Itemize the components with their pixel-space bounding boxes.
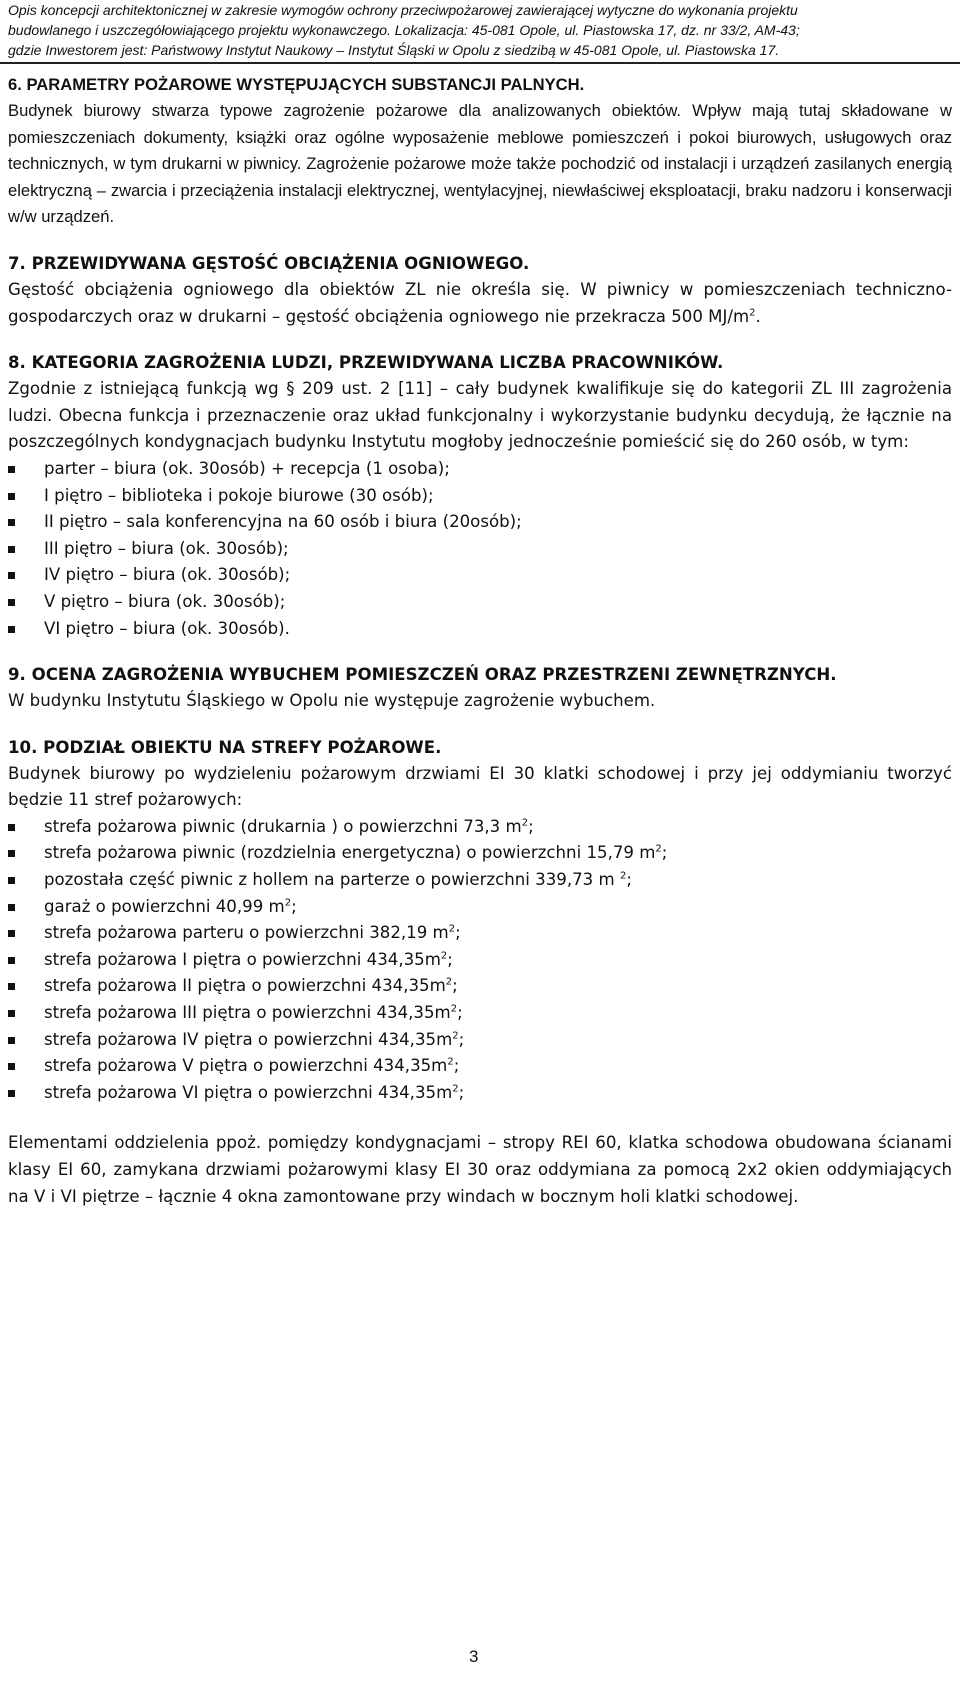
section-9-text: W budynku Instytutu Śląskiego w Opolu nie występuje zagrożenie wybuchem. xyxy=(8,691,656,711)
list-item: strefa pożarowa IV piętra o powierzchni $434,35m^2$; xyxy=(8,1027,952,1054)
bullet-icon xyxy=(8,572,15,579)
bullet-icon xyxy=(8,519,15,526)
bullet-icon xyxy=(8,546,15,553)
section-7-text: Gęstość obciążenia ogniowego dla obiektów ZL nie określa się. W piwnicy w pomieszczeniach techniczno-gospodarczych oraz w drukarni – gęstość obciążenia ogniowego nie przekracza 500 MJ/m xyxy=(8,279,952,326)
bullet-icon xyxy=(8,1037,15,1044)
section-6-heading: 6. PARAMETRY POŻAROWE WYSTĘPUJĄCYCH SUBSTANCJI PALNYCH. xyxy=(8,75,585,94)
list-item: strefa pożarowa V piętra o powierzchni $434,35m^2$; xyxy=(8,1053,952,1080)
list-item: strefa pożarowa VI piętra o powierzchni $434,35m^2$; xyxy=(8,1080,952,1107)
bullet-icon xyxy=(8,1090,15,1097)
list-item: strefa pożarowa II piętra o powierzchni $434,35m^2$; xyxy=(8,973,952,1000)
bullet-icon xyxy=(8,983,15,990)
list-item: V piętro – biura (ok. 30osób); xyxy=(8,589,952,616)
list-item: IV piętro – biura (ok. 30osób); xyxy=(8,562,952,589)
section-10-text: Budynek biurowy po wydzieleniu pożarowym drzwiami EI 30 klatki schodowej i przy jej oddymianiu tworzyć będzie 11 stref pożarowych: xyxy=(8,763,952,810)
section-8-text: Zgodnie z istniejącą funkcją wg § 209 ust. 2 [11] – cały budynek kwalifikuje się do kategorii ZL III zagrożenia ludzi. Obecna funkcja i przeznaczenie oraz układ funkcjonalny i wykorzystanie budynku decydują, że łącznie na poszczególnych kondygnacjach budynku Instytutu mogłoby jednocześnie pomieścić się do 260 osób, w tym: xyxy=(8,379,952,452)
bullet-icon xyxy=(8,1063,15,1070)
section-10-closing: Elementami oddzielenia ppoż. pomiędzy kondygnacjami – stropy REI 60, klatka schodowa obudowana ścianami klasy EI 60, zamykana drzwiami pożarowymi klasy EI 30 oraz oddymiana za pomocą 2x2 okien oddymiających na V i VI piętrze – łącznie 4 okna zamontowane przy windach w bocznym holi klatki schodowej. xyxy=(8,1133,952,1206)
bullet-icon xyxy=(8,493,15,500)
header-line-2: budowlanego i uszczegółowiającego projektu wykonawczego. Lokalizacja: 45-081 Opole, ul. Piastowska 17, dz. nr 33/2, AM-43; xyxy=(8,22,800,38)
section-10-heading: 10. PODZIAŁ OBIEKTU NA STREFY POŻAROWE. xyxy=(8,737,442,757)
section-7-tail: . xyxy=(755,306,761,326)
header-line-3: gdzie Inwestorem jest: Państwowy Instytut Naukowy – Instytut Śląski w Opolu z siedzibą w 45-081 Opole, ul. Piastowska 17. xyxy=(8,42,780,58)
bullet-icon xyxy=(8,824,15,831)
list-item: I piętro – biblioteka i pokoje biurowe (30 osób); xyxy=(8,483,952,510)
bullet-icon xyxy=(8,877,15,884)
page-number: 3 xyxy=(469,1647,479,1666)
section-6-text: Budynek biurowy stwarza typowe zagrożenie pożarowe dla analizowanych obiektów. Wpływ mają tutaj składowane w pomieszczeniach dokumenty, książki oraz ogólne wyposażenie meblowe pomieszczeń i pokoi biurowych, usługowych oraz technicznych, w tym drukarni w piwnicy. Zagrożenie pożarowe może także pochodzić od instalacji i urządzeń zasilanych energią elektryczną – zwarcia i przeciążenia instalacji elektrycznej, wentylacyjnej, niewłaściwej eksploatacji, braku nadzoru i konserwacji w/w urządzeń. xyxy=(8,101,952,227)
section-9-heading: 9. OCENA ZAGROŻENIA WYBUCHEM POMIESZCZEŃ ORAZ PRZESTRZENI ZEWNĘTRZNYCH. xyxy=(8,665,837,685)
bullet-icon xyxy=(8,904,15,911)
list-item: strefa pożarowa parteru o powierzchni 382,19 $m^2$; xyxy=(8,920,952,947)
section-10-list xyxy=(8,814,952,1107)
list-item: VI piętro – biura (ok. 30osób). xyxy=(8,616,952,643)
header-line-1: Opis koncepcji architektonicznej w zakresie wymogów ochrony przeciwpożarowej zawierającej wytyczne do wykonania projektu xyxy=(8,2,798,18)
bullet-icon xyxy=(8,930,15,937)
document-body xyxy=(8,68,952,1210)
section-7-heading: 7. PRZEWIDYWANA GĘSTOŚĆ OBCIĄŻENIA OGNIOWEGO. xyxy=(8,253,530,273)
bullet-icon xyxy=(8,957,15,964)
list-item: III piętro – biura (ok. 30osób); xyxy=(8,536,952,563)
list-item: II piętro – sala konferencyjna na 60 osób i biura (20osób); xyxy=(8,509,952,536)
bullet-icon xyxy=(8,626,15,633)
document-header xyxy=(0,0,960,64)
section-8-heading: 8. KATEGORIA ZAGROŻENIA LUDZI, PRZEWIDYWANA LICZBA PRACOWNIKÓW. xyxy=(8,353,724,373)
superscript: 2 xyxy=(749,307,756,319)
section-8-list xyxy=(8,456,952,642)
bullet-icon xyxy=(8,1010,15,1017)
list-item: strefa pożarowa piwnic (drukarnia ) o powierzchni 73,3 $m^2$; xyxy=(8,814,952,841)
list-item: pozostała część piwnic z hollem na parterze o powierzchni 339,73 m $^2$; xyxy=(8,867,952,894)
list-item: garaż o powierzchni 40,99 $m^2$; xyxy=(8,894,952,921)
list-item: strefa pożarowa III piętra o powierzchni $434,35m^2$; xyxy=(8,1000,952,1027)
list-item: parter – biura (ok. 30osób) + recepcja (1 osoba); xyxy=(8,456,952,483)
bullet-icon xyxy=(8,599,15,606)
list-item: strefa pożarowa I piętra o powierzchni $434,35m^2$; xyxy=(8,947,952,974)
section-7-paragraph xyxy=(8,277,952,330)
bullet-icon xyxy=(8,850,15,857)
list-item: strefa pożarowa piwnic (rozdzielnia energetyczna) o powierzchni 15,79 $m^2$; xyxy=(8,840,952,867)
bullet-icon xyxy=(8,466,15,473)
